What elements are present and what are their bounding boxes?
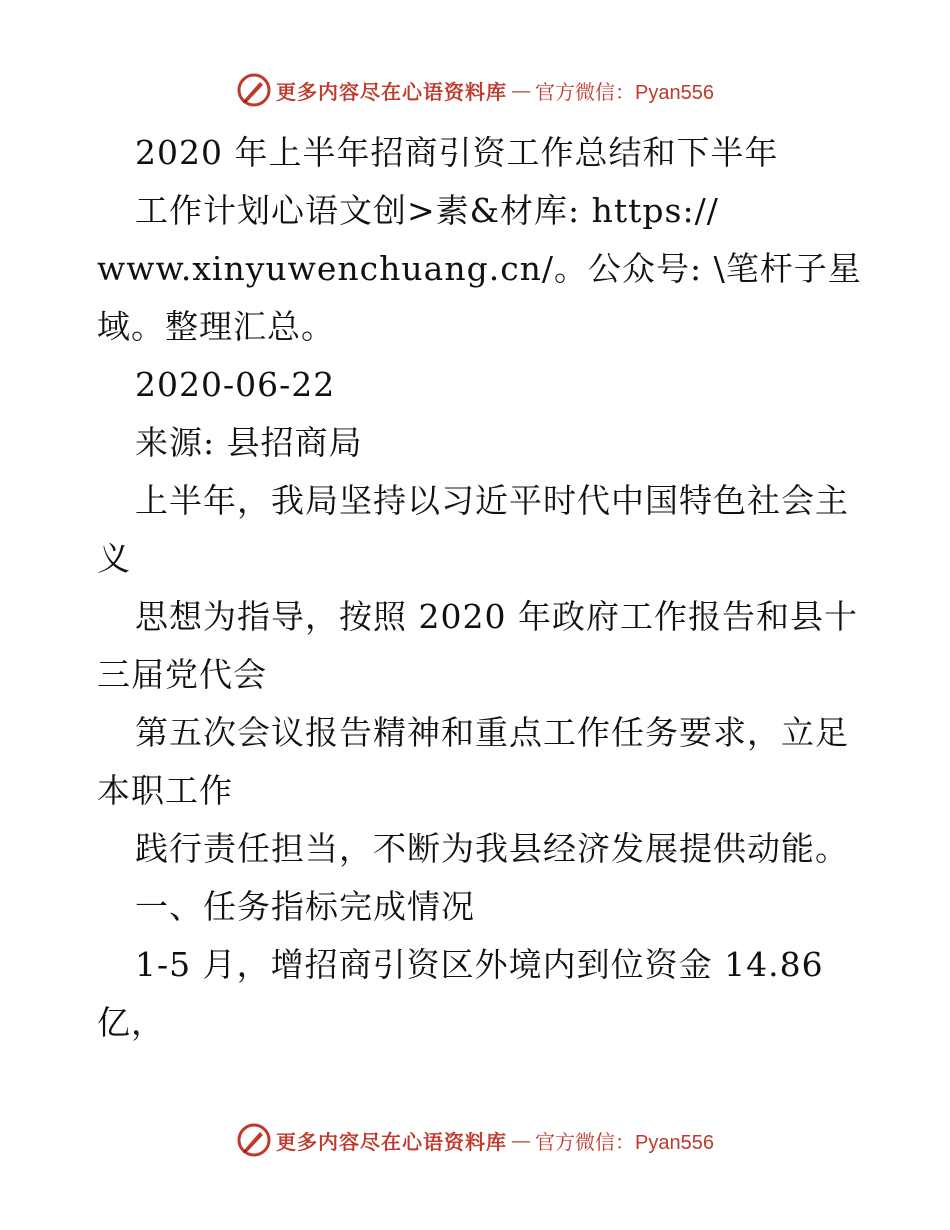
paragraph-line: 本职工作 <box>97 771 233 810</box>
doc-title-line-3: www.xinyuwenchuang.cn/。公众号: \笔杆子星 <box>97 249 862 288</box>
watermark-brand: 更多内容尽在心语资料库 <box>276 1129 508 1154</box>
watermark-contact: 官方微信：Pyan556 <box>535 81 714 104</box>
footer-watermark <box>0 1120 950 1160</box>
paragraph-line: 1-5 月，增招商引资区外境内到位资金 14.86 <box>135 945 824 984</box>
watermark-contact: 官方微信：Pyan556 <box>535 1131 714 1154</box>
pen-logo-icon <box>236 72 272 108</box>
paragraph-line: 义 <box>97 539 131 578</box>
pen-logo-icon <box>236 1122 272 1158</box>
paragraph-line: 思想为指导，按照 2020 年政府工作报告和县十 <box>135 597 858 636</box>
section-heading: 一、任务指标完成情况 <box>135 887 475 926</box>
paragraph-line: 第五次会议报告精神和重点工作任务要求，立足 <box>135 713 849 752</box>
watermark-separator: — <box>511 1128 532 1152</box>
watermark-separator: — <box>511 78 532 102</box>
paragraph-line: 上半年，我局坚持以习近平时代中国特色社会主 <box>135 481 849 520</box>
doc-date: 2020-06-22 <box>135 365 336 404</box>
watermark-brand: 更多内容尽在心语资料库 <box>276 79 508 104</box>
paragraph-line: 践行责任担当，不断为我县经济发展提供动能。 <box>135 829 849 868</box>
header-watermark <box>0 70 950 110</box>
document-body <box>97 124 862 1052</box>
doc-source: 来源: 县招商局 <box>135 423 363 462</box>
paragraph-line: 三届党代会 <box>97 655 267 694</box>
doc-title-line-2: 工作计划心语文创>素&材库: https:// <box>135 191 719 230</box>
doc-title-line-1: 2020 年上半年招商引资工作总结和下半年 <box>135 133 779 172</box>
paragraph-line: 亿， <box>97 1003 165 1042</box>
doc-title-line-4: 域。整理汇总。 <box>97 307 335 346</box>
